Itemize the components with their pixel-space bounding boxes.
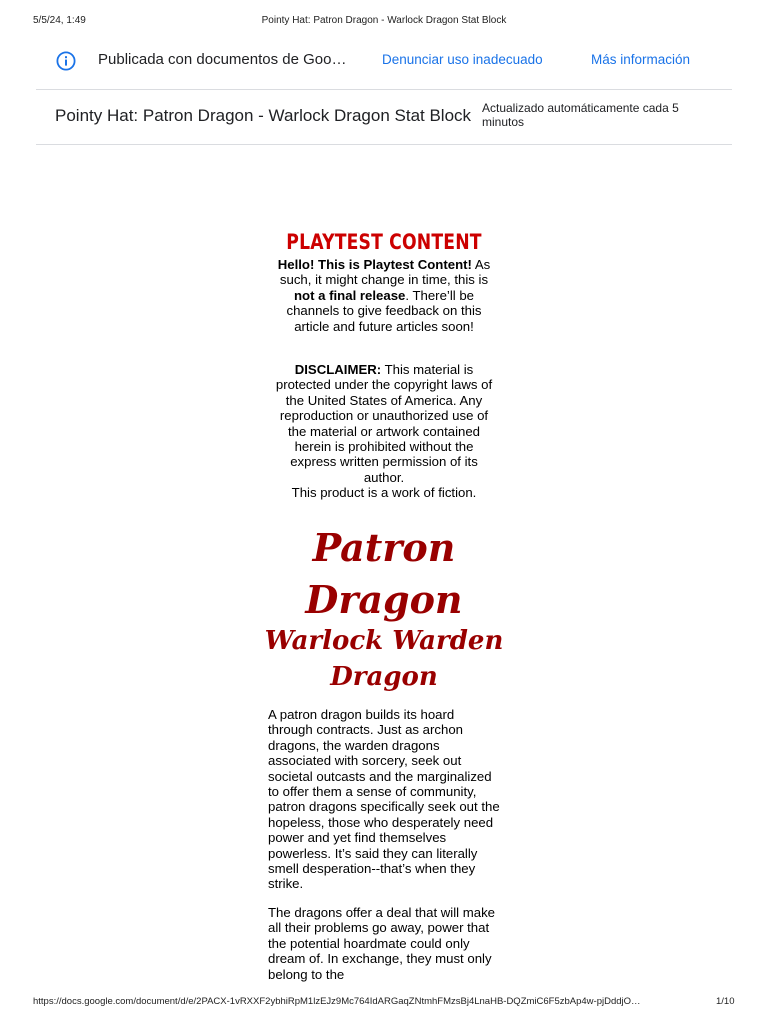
playtest-notice <box>270 257 498 334</box>
print-url: https://docs.google.com/document/d/e/2PACX-1vRXXF2ybhiRpM1lzEJz9Mc764IdARGaqZNtmhFMzsBj4LnaHB-DQZmiC6F5zbAp4w-pjDddjO… <box>33 996 641 1007</box>
print-footer <box>0 996 768 1010</box>
playtest-bold-intro: Hello! This is Playtest Content! <box>277 257 472 272</box>
publish-notice: Publicada con documentos de Goo… <box>98 51 347 68</box>
info-icon[interactable] <box>56 51 76 71</box>
more-info-link[interactable]: Más información <box>591 52 691 67</box>
playtest-text: As such, it might change in time, this is <box>279 257 491 288</box>
disclaimer-label: DISCLAIMER: <box>294 362 382 377</box>
playtest-text-end: . There’ll be channels to give feedback on this article and future articles soon! <box>286 287 482 334</box>
subtitle-line-2: Dragon <box>330 662 438 692</box>
title-line-1: Patron <box>312 525 456 570</box>
print-title: Pointy Hat: Patron Dragon - Warlock Dragon Stat Block <box>261 15 507 26</box>
body-paragraph: A patron dragon builds its hoard through contracts. Just as archon dragons, the warden dragons associated with sorcery, seek out societal outcasts and the marginalized to offer them a sense of community, patron dragons specifically seek out the hopeless, those who desperately need power and yet find themselves powerless. It’s said they can literally smell desperation--that’s when they strike. <box>268 707 500 892</box>
disclaimer <box>270 362 498 501</box>
playtest-bold-release: not a final release <box>293 287 406 303</box>
print-header <box>0 15 768 29</box>
playtest-heading: PLAYTEST CONTENT <box>286 230 482 254</box>
divider <box>36 144 732 145</box>
publish-bar <box>36 40 732 82</box>
doc-header <box>55 96 732 136</box>
doc-title: Pointy Hat: Patron Dragon - Warlock Dragon Stat Block <box>55 106 472 125</box>
body-paragraph: The dragons offer a deal that will make all their problems go away, power that the potential hoardmate could only dream of. In exchange, they must only belong to the <box>268 905 496 982</box>
fiction-note: This product is a work of fiction. <box>291 485 477 501</box>
subtitle-line-1: Warlock Warden <box>264 626 504 656</box>
divider <box>36 89 732 90</box>
report-abuse-link[interactable]: Denunciar uso inadecuado <box>382 52 543 67</box>
auto-update-note: Actualizado automáticamente cada 5 minutos <box>482 101 679 129</box>
disclaimer-text: This material is protected under the copyright laws of the United States of America. Any reproduction or unauthorized use of the material or artwork contained herein is prohibited without the express written permission of its author. <box>275 362 493 485</box>
print-datetime: 5/5/24, 1:49 <box>33 15 86 26</box>
title-line-2: Dragon <box>305 577 463 622</box>
page-number: 1/10 <box>716 996 735 1007</box>
